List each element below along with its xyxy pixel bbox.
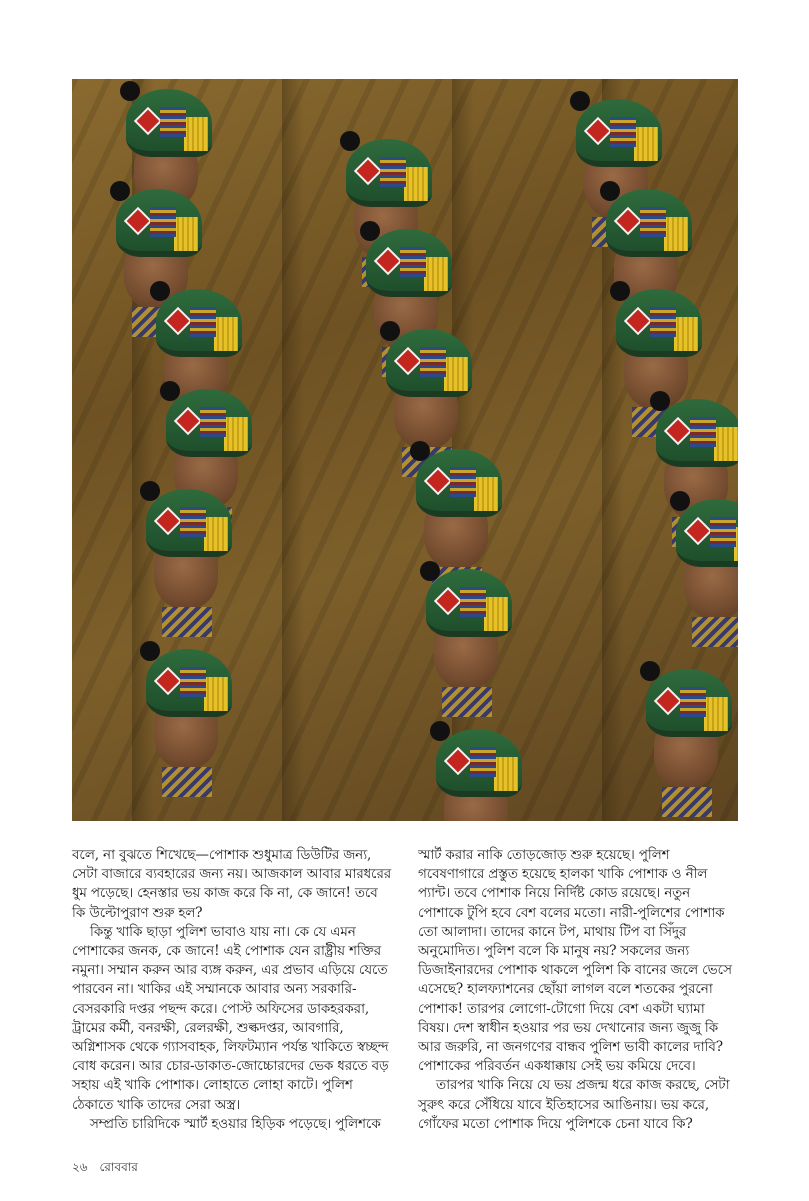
soldier-figure — [422, 729, 532, 821]
page-footer — [72, 1159, 146, 1179]
paragraph: সম্প্রতি চারিদিকে স্মার্ট হওয়ার হিড়িক পড়েছে। পুলিশকে — [90, 1115, 381, 1132]
paragraph: স্মার্ট করার নাকি তোড়জোড় শুরু হয়েছে। পুলিশ গবেষণাগারে প্রস্তুত হয়েছে হালকা খাকি পোশাক ও নীল প্যান্ট। তবে পোশাক নিয়ে নির্দিষ্ট কোড রয়েছে। নতুন পোশাকে টুপি হবে বেশ বলের মতো। নারী-পুলিশের পোশাক তো আলাদা। তাদের কানে টপ, মাথায় টিপ বা সিঁদুর অনুমোদিত। পুলিশ বলে কি মানুষ নয়? সকলের জন্য ডিজাইনারদের পোশাক থাকলে পুলিশ কি বানের জলে ভেসে এসেছে? হালফ্যাশনের ছোঁয়া লাগল বলে শতকের পুরনো পোশাক! তারপর লোগো-টোগো দিয়ে বেশ একটা ঘ্যামা বিষয়। দেশ স্বাধীন হওয়ার পর ভয় দেখানোর জন্য জুজু কি আর জরুরি, না জনগণের বান্ধব পুলিশ ভাবী কালের দাবি? পোশাকের পরিবর্তন একধাক্কায় সেই ভয় কমিয়ে দেবে। — [418, 847, 732, 1075]
paragraph: কিন্তু খাকি ছাড়া পুলিশ ভাবাও যায় না। কে যে এমন পোশাকের জনক, কে জানে! এই পোশাক যেন রাষ্ট্রীয় শক্তির নমুনা। সম্মান করুন আর ব্যঙ্গ করুন, এর প্রভাব এড়িয়ে যেতে পারবেন না। খাকির এই সম্মানকে আবার অন্য সরকারি-বেসরকারি দপ্তর পছন্দ করে। পোস্ট অফিসের ডাকহরকরা, ট্রামের কর্মী, বনরক্ষী, রেলরক্ষী, শুল্কদপ্তর, আবগারি, অগ্নিশাসক থেকে গ্যাসবাহক, লিফটম্যান পর্যন্ত খাকিতে স্বচ্ছন্দ বোধ করেন। আর চোর-ডাকাত-জোচ্চোরদের ভেক ধরতে বড় সহায় এই খাকি পোশাক। লোহাতে লোহা কাটে। পুলিশ ঠেকাতে খাকি তাদের সেরা অস্ত্র। — [72, 923, 389, 1113]
soldier-figure — [132, 649, 242, 799]
article-column-left — [72, 846, 392, 1134]
paragraph: বলে, না বুঝতে শিখেছে—পোশাক শুধুমাত্র ডিউটির জন্য, সেটা বাজারে ব্যবহারের জন্য নয়। আজকাল আবার মারধরের ধুম পড়েছে। হেনস্তার ভয় কাজ করে কি না, কে জানে! তবে কি উল্টোপুরাণ শুরু হল? — [72, 847, 392, 921]
soldier-figure — [132, 489, 242, 639]
magazine-name: রোববার — [99, 1160, 138, 1174]
soldier-figure — [632, 669, 738, 819]
parade-photo — [72, 79, 738, 821]
soldier-figure — [412, 569, 522, 719]
uniform-fold — [282, 79, 304, 821]
article-column-right — [418, 846, 738, 1134]
page-number: ২৬ — [72, 1160, 88, 1174]
soldier-figure — [662, 499, 738, 649]
paragraph: তারপর খাকি নিয়ে যে ভয় প্রজন্ম ধরে কাজ করছে, সেটা সুরুৎ করে সেঁধিয়ে যাবে ইতিহাসের আঙিনায়। ভয় করে, গোঁফের মতো পোশাক দিয়ে পুলিশকে চেনা যাবে কি? — [418, 1077, 730, 1132]
